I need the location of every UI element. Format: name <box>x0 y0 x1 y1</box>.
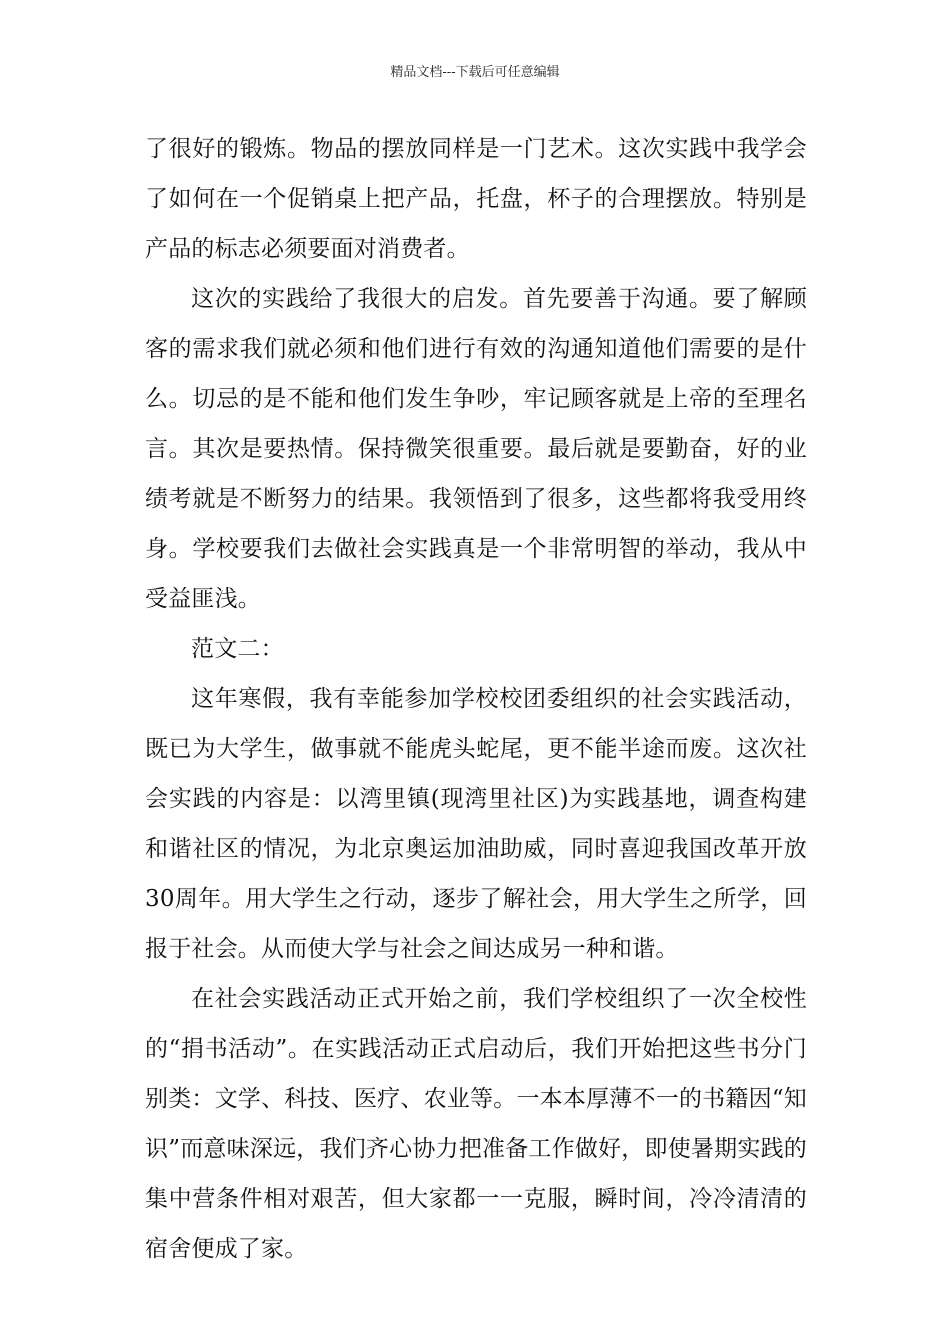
paragraph-4: 在社会实践活动正式开始之前，我们学校组织了一次全校性的“捐书活动”。在实践活动正式启动后，我们开始把这些书分门别类：文学、科技、医疗、农业等。一本本厚薄不一的书籍因“知识”而意味深远，我们齐心协力把准备工作做好，即使暑期实践的集中营条件相对艰苦，但大家都一一克服，瞬时间，冷冷清清的宿舍便成了家。 <box>145 986 807 1262</box>
paragraph-2: 这次的实践给了我很大的启发。首先要善于沟通。要了解顾客的需求我们就必须和他们进行有效的沟通知道他们需要的是什么。切忌的是不能和他们发生争吵，牢记顾客就是上帝的至理名言。其次是要热情。保持微笑很重要。最后就是要勤奋，好的业绩考就是不断努力的结果。我领悟到了很多，这些都将我受用终身。学校要我们去做社会实践真是一个非常明智的举动，我从中受益匪浅。 <box>145 286 807 612</box>
paragraph-1: 了很好的锻炼。物品的摆放同样是一门艺术。这次实践中我学会了如何在一个促销桌上把产品，托盘，杯子的合理摆放。特别是产品的标志必须要面对消费者。 <box>145 136 807 262</box>
document-body <box>145 124 807 1274</box>
section-heading-sample-two: 范文二： <box>191 636 284 662</box>
paragraph-3: 这年寒假，我有幸能参加学校校团委组织的社会实践活动，既已为大学生，做事就不能虎头蛇尾，更不能半途而废。这次社会实践的内容是：以湾里镇(现湾里社区)为实践基地，调查构建和谐社区的情况，为北京奥运加油助威，同时喜迎我国改革开放30周年。用大学生之行动，逐步了解社会，用大学生之所学，回报于社会。从而使大学与社会之间达成另一种和谐。 <box>145 686 807 962</box>
page-header: 精品文档---下载后可任意编辑 <box>390 65 560 80</box>
